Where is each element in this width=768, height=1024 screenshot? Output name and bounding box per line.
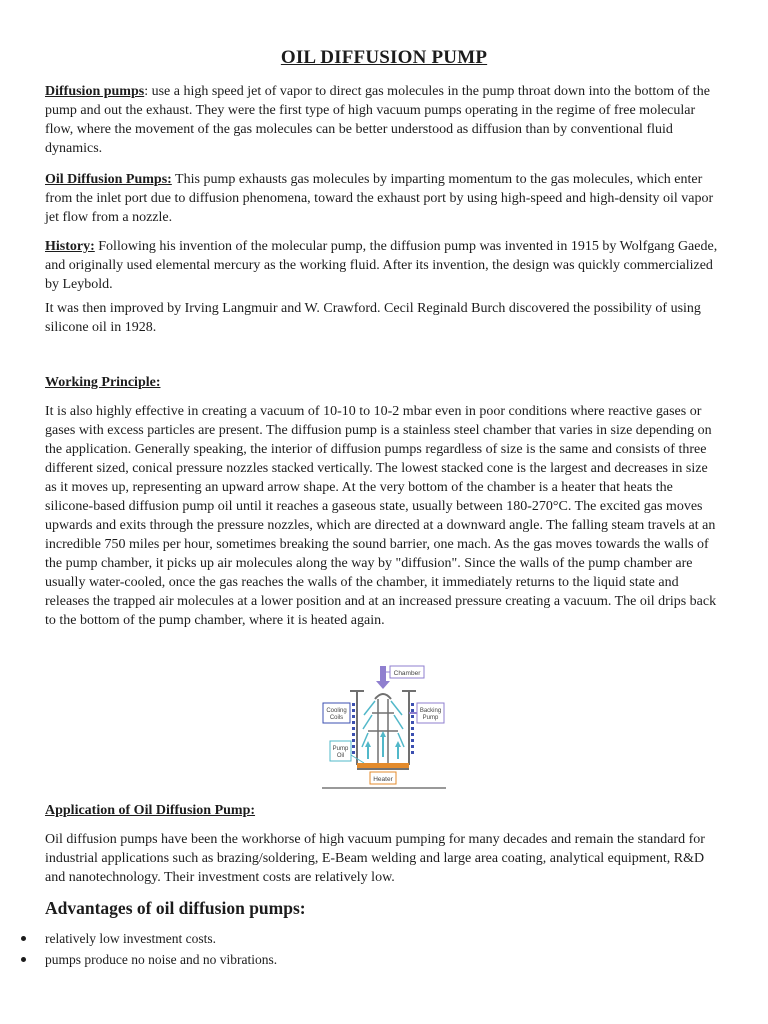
paragraph-oil-diffusion-pumps (45, 170, 721, 227)
text-history: Following his invention of the molecular pump, the diffusion pump was invented in 1915 by Wolfgang Gaede, and originally used elemental mercury as the working fluid. After its invention, the design was quickly commercialized by Leybold. (45, 239, 718, 292)
heading-application: Application of Oil Diffusion Pump: (45, 803, 256, 818)
cooling-coils-right (411, 703, 414, 754)
inlet-arrow-shaft (380, 666, 386, 681)
paragraph-working-principle: It is also highly effective in creating a vacuum of 10-10 to 10-2 mbar even in poor conditions where reactive gases or gases with excess particles are present. The diffusion pump is a stainless steel chamber that varies in size depending on the application. Generally speaking, the interior of diffusion pumps regardless of size is the same and consists of three different sized, conical pressure nozzles stacked vertically. The lowest stacked cone is the largest and decreases in size as it moves up, representing an upward arrow shape. At the very bottom of the chamber is a heater that heats the silicone-based diffusion pump oil until it reaches a gaseous state, usually between 180-270°C. The excited gas moves upwards and exits through the pressure nozzles, which are directed at a downward angle. The falling steam travels at an incredible 750 miles per hour, sometimes breaking the sound barrier, one mach. As the gas moves towards the walls of the pump chamber, it picks up air molecules along the way by "diffusion". Since the walls of the pump chamber are usually water-cooled, once the gas reaches the walls of the chamber, it immediately returns to the liquid state and releases the trapped air molecules at a lower position and at an increased pressure creating a vacuum. The oil drips back to the bottom of the pump chamber, where it is heated again. (45, 404, 717, 628)
paragraph-diffusion-pumps (45, 82, 721, 158)
inlet-arrow-head (376, 681, 390, 689)
cooling-coils-left (352, 703, 355, 754)
pump-oil-label-line2: Oil (336, 753, 345, 759)
cooling-coils-label-line2: Coils (329, 715, 344, 721)
heading-advantages: Advantages of oil diffusion pumps: (45, 898, 306, 918)
heater-label: Heater (373, 776, 393, 783)
backing-pump-label-line2: Pump (422, 715, 439, 721)
backing-pump-label-line1: Backing (419, 708, 442, 714)
label-history: History: (45, 239, 95, 254)
oil-pool (357, 763, 409, 768)
chamber-label: Chamber (393, 670, 421, 677)
text-diffusion-pumps: : use a high speed jet of vapor to direct gas molecules in the pump throat down into the bottom of the pump and out the exhaust. They were the first type of high vacuum pumps operating in the regime of free molecular flow, where the movement of the gas molecules can be better understood as diffusion than by conventional fluid dynamics. (45, 84, 710, 156)
advantage-text: pumps produce no noise and no vibrations. (45, 952, 278, 967)
top-nozzle-cap (375, 694, 391, 699)
advantage-text: relatively low investment costs. (45, 931, 216, 946)
bullet-icon (21, 957, 26, 962)
rising-vapor-arrows (365, 731, 401, 759)
paragraph-improvement: It was then improved by Irving Langmuir and W. Crawford. Cecil Reginald Burch discovered the possibility of using silicone oil in 1928. (45, 301, 701, 335)
page-title: OIL DIFFUSION PUMP (280, 47, 488, 68)
cooling-coils-label-line1: Cooling (326, 708, 347, 714)
text-oil-diffusion-pumps: This pump exhausts gas molecules by imparting momentum to the gas molecules, which enter from the inlet port due to diffusion phenomena, toward the exhaust port by using high-speed and high-density oil vapor jet flow from a nozzle. (45, 172, 714, 225)
pump-oil-label-line1: Pump (332, 746, 349, 752)
list-item (0, 950, 768, 971)
paragraph-application: Oil diffusion pumps have been the workhorse of high vacuum pumping for many decades and remain the standard for industrial applications such as brazing/soldering, E-Beam welding and large area coating, analytical equipment, R&D and nanotechnology. Their investment costs are relatively low. (45, 832, 705, 885)
paragraph-history (45, 237, 721, 294)
heading-working-principle: Working Principle: (45, 375, 161, 390)
advantages-list (0, 929, 768, 971)
pump-diagram (320, 663, 448, 791)
label-oil-diffusion-pumps: Oil Diffusion Pumps: (45, 172, 172, 187)
pump-diagram-svg (320, 663, 448, 791)
bullet-icon (21, 936, 26, 941)
label-diffusion-pumps: Diffusion pumps (45, 84, 145, 99)
list-item (0, 929, 768, 950)
